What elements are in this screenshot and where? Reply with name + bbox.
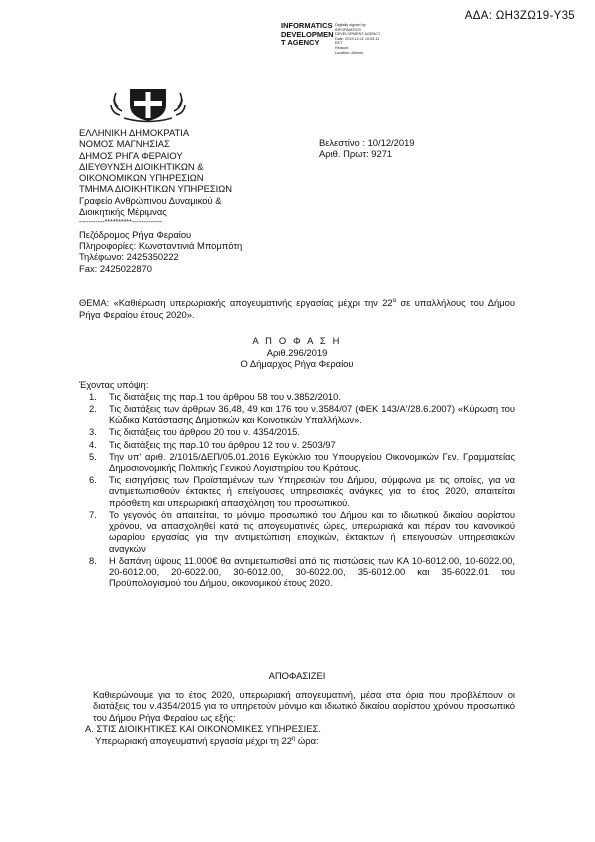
document-meta xyxy=(319,137,415,160)
decides-heading: ΑΠΟΦΑΣΙΖΕΙ xyxy=(268,670,326,681)
header-line: ΔΗΜΟΣ ΡΗΓΑ ΦΕΡΑΙΟΥ xyxy=(79,149,183,161)
agency-name: INFORMATICS DEVELOPMEN T AGENCY xyxy=(281,21,334,48)
considerations-list xyxy=(79,391,515,589)
list-item: 3. Τις διατάξεις του άρθρου 20 του ν. 4354/2015. xyxy=(89,426,301,438)
subject-line: ΘΕΜΑ: «Καθιέρωση υπερωριακής απογευματινής εργασίας μέχρι την $22^\alpha$ σε υπαλλήλους του Δήμου Ρήγα Φεραίου έτους 2020». xyxy=(79,297,515,320)
header-line: ΔΙΕΥΘΥΝΣΗ ΔΙΟΙΚΗΤΙΚΩΝ & xyxy=(79,160,204,172)
list-item: 1. Τις διατάξεις της παρ.1 του άρθρου 58 του ν.3852/2010. xyxy=(89,391,341,402)
header-line: Πληροφορίες: Κωνσταντινιά Μπομπότη xyxy=(79,239,243,251)
signature-info: Digitally signed by INFORMATICS DEVELOPMENT AGENCY Date: 2019.12.11 10:53:11 EET Reason: Location: Athens xyxy=(335,23,381,55)
list-item: 5. Την υπ' αριθ. 2/1015/ΔΕΠ/05.01.2016 Εγκύκλιο του Υπουργείου Οικονομικών Γεν. Γραμματείας Δημοσιονομικής Πολιτικής Γενικού Λογιστηρίου του Κράτους. xyxy=(89,450,515,473)
list-item: 4. Τις διατάξεις της παρ.10 του άρθρου 12 του ν. 2503/97 xyxy=(89,438,336,450)
list-item: 8. Η δαπάνη ύψους 11.000€ θα αντιμετωπισθεί από τις πιστώσεις των ΚΑ 10-6012.00, 10-6022.00, 20-6012.00, 20-6022.00, 30-6012.00, 30-6022.00, 35-6012.00 και 35-6022.01 του Προϋπολογισμού του Δήμου, οικονομικού έτους 2020. xyxy=(89,554,515,589)
header-line: Πεζόδρομος Ρήγα Φεραίου xyxy=(79,228,192,240)
header-line: Διοικητικής Μέριμνας xyxy=(79,206,167,218)
list-item: 6. Τις εισηγήσεις των Προϊσταμένων των Υπηρεσιών του Δήμου, σύμφωνα με τις οποίες, για να αντιμετωπισθούν έκτακτες ή επείγουσες υπηρεσιακές ανάγκες για το έτος 2020, απαιτείται πρόσθετη και υπερωριακή απασχόληση του προσωπικού. xyxy=(89,474,515,508)
header-line: ΟΙΚΟΝΟΜΙΚΩΝ ΥΠΗΡΕΣΙΩΝ xyxy=(79,172,204,184)
considerations-label: Έχοντας υπόψη: xyxy=(79,379,149,390)
header-separator: -----------**********------------- xyxy=(79,219,163,227)
protocol-number: Αριθ. Πρωτ: 9271 xyxy=(319,148,393,160)
list-item: 2. Τις διατάξεις των άρθρων 36,48, 49 και 176 του ν.3584/07 (ΦΕΚ 143/Α'/28.6.2007) «Κύρωση του Κώδικα Κατάστασης Δημοτικών και Κοινοτικών Υπαλλήλων». xyxy=(89,403,515,426)
decision-paragraph: Καθιερώνουμε για το έτος 2020, υπερωριακή απογευματινή, μέσα στα όρια που προβλέπουν οι διατάξεις του ν.4354/2015 για το υπηρετούν μόνιμο και ιδιωτικό δικαίου αορίστου χρόνου προσωπικό του Δήμου Ρήγα Φεραίου ως εξής: xyxy=(93,689,515,723)
header-line: Γραφείο Ανθρώπινου Δυναμικού & xyxy=(79,194,222,206)
decision-number: Αριθ.296/2019 xyxy=(266,346,328,358)
header-line: ΕΛΛΗΝΙΚΗ ΔΗΜΟΚΡΑΤΙΑ xyxy=(79,127,190,138)
header-line: ΤΜΗΜΑ ΔΙΟΙΚΗΤΙΚΩΝ ΥΠΗΡΕΣΙΩΝ xyxy=(79,183,233,195)
header-line: ΝΟΜΟΣ ΜΑΓΝΗΣΙΑΣ xyxy=(79,138,170,150)
ada-code: ΑΔΑ: ΩΗ3ΖΩ19-Υ35 xyxy=(464,10,575,22)
issuer-header xyxy=(79,127,242,274)
decision-title: Α Π Ο Φ Α Σ Η xyxy=(252,335,342,346)
decision-heading xyxy=(79,335,515,370)
section-a-heading: Α. ΣΤΙΣ ΔΙΟΙΚΗΤΙΚΕΣ ΚΑΙ ΟΙΚΟΝΟΜΙΚΕΣ ΥΠΗΡΕΣΙΕΣ. xyxy=(85,722,321,734)
header-line: Fax: 2425022870 xyxy=(79,262,152,274)
decision-body xyxy=(79,689,515,746)
list-item: 7. Το γεγονός ότι απαιτείται, το μόνιμο προσωπικό του Δήμου και το ιδιωτικού δικαίου αορίστου χρόνου, να απασχοληθεί κατά τις απογευματινές ώρες, υπερωριακά και πέραν του κανονικού ωραρίου εργασίας για την αντιμετώπιση εποχικών, έκτακτων ή επειγουσών υπηρεσιακών αναγκών xyxy=(89,508,515,554)
header-line: Τηλέφωνο: 2425350222 xyxy=(79,251,179,263)
overtime-subline: Υπερωριακή απογευματινή εργασία μέχρι τη $22^\eta$ ώρα: xyxy=(95,735,319,747)
decision-author: Ο Δήμαρχος Ρήγα Φεραίου xyxy=(240,358,354,370)
document-date: Βελεστίνο : 10/12/2019 xyxy=(319,137,415,148)
greek-emblem-icon xyxy=(110,85,186,123)
